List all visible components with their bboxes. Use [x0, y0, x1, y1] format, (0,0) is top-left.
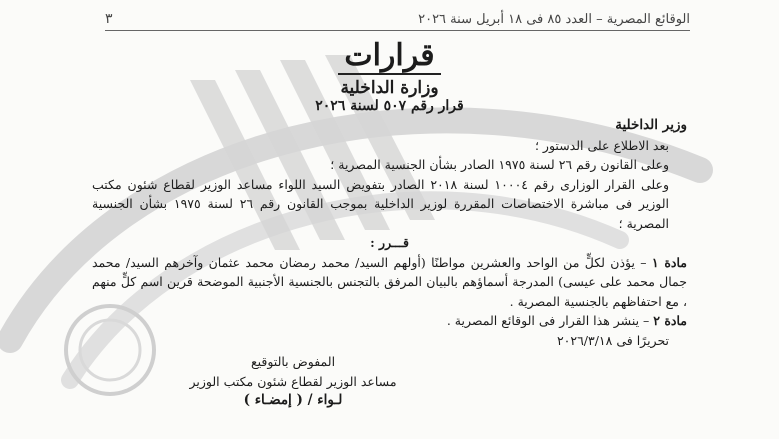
article-2-label: مادة ٢ [653, 313, 687, 328]
header-rule [105, 30, 690, 31]
article-1 [92, 253, 687, 312]
ministry-heading: وزارة الداخلية [340, 78, 439, 98]
signature-rank: لـواء / ( إمضـاء ) [243, 392, 343, 408]
gazette-header [105, 8, 690, 30]
decree-body [92, 116, 687, 350]
section-title-text: قرارات [338, 38, 440, 75]
signature-delegate: المفوض بالتوقيع [250, 354, 336, 369]
journal-line: الوقائع المصرية – العدد ٨٥ فى ١٨ أبريل سنة ٢٠٢٦ [418, 11, 690, 27]
article-1-label: مادة ١ [651, 254, 687, 270]
minister-title: وزير الداخلية [615, 117, 687, 133]
article-1-text: – يؤذن لكلٍّ من الواحد والعشرين مواطنًا (أولهم السيد/ محمد رمضان محمد عثمان وآخرهم السيد/ محمد جمال محمد على عيسى) المدرجة أسماؤهم بالبيان المرفق بالتجنس بالجنسية الأجنبية الموضحة قرين اسم كلٍّ منهم ، مع احتفاظهم بالجنسية المصرية . [92, 254, 687, 309]
decree-number: قرار رقم ٥٠٧ لسنة ٢٠٢٦ [315, 98, 464, 114]
preamble-ministerial-decree: وعلى القرار الوزارى رقم ١٠٠٠٤ لسنة ٢٠١٨ الصادر بتفويض السيد اللواء مساعد الوزير لقطاع شئون مكتب الوزير فى مباشرة الاختصاصات المقررة لوزير الداخلية بموجب القانون رقم ٢٦ لسنة ١٩٧٥ بشأن الجنسية المصرية ؛ [92, 176, 670, 231]
preamble-constitution: بعد الاطلاع على الدستور ؛ [534, 137, 669, 153]
page-number: ٣ [105, 11, 113, 27]
issue-date: تحريرًا فى ٢٠٢٦/٣/١٨ [556, 332, 669, 348]
section-title [0, 38, 779, 73]
signature-position: مساعد الوزير لقطاع شئون مكتب الوزير [189, 373, 397, 389]
article-2-text: – ينشر هذا القرار فى الوقائع المصرية . [446, 313, 650, 328]
decides-heading: قـــرر : [370, 235, 409, 250]
article-2 [92, 311, 687, 331]
preamble-nationality-law: وعلى القانون رقم ٢٦ لسنة ١٩٧٥ الصادر بشأن الجنسية المصرية ؛ [330, 157, 669, 172]
signature-block [168, 352, 418, 411]
